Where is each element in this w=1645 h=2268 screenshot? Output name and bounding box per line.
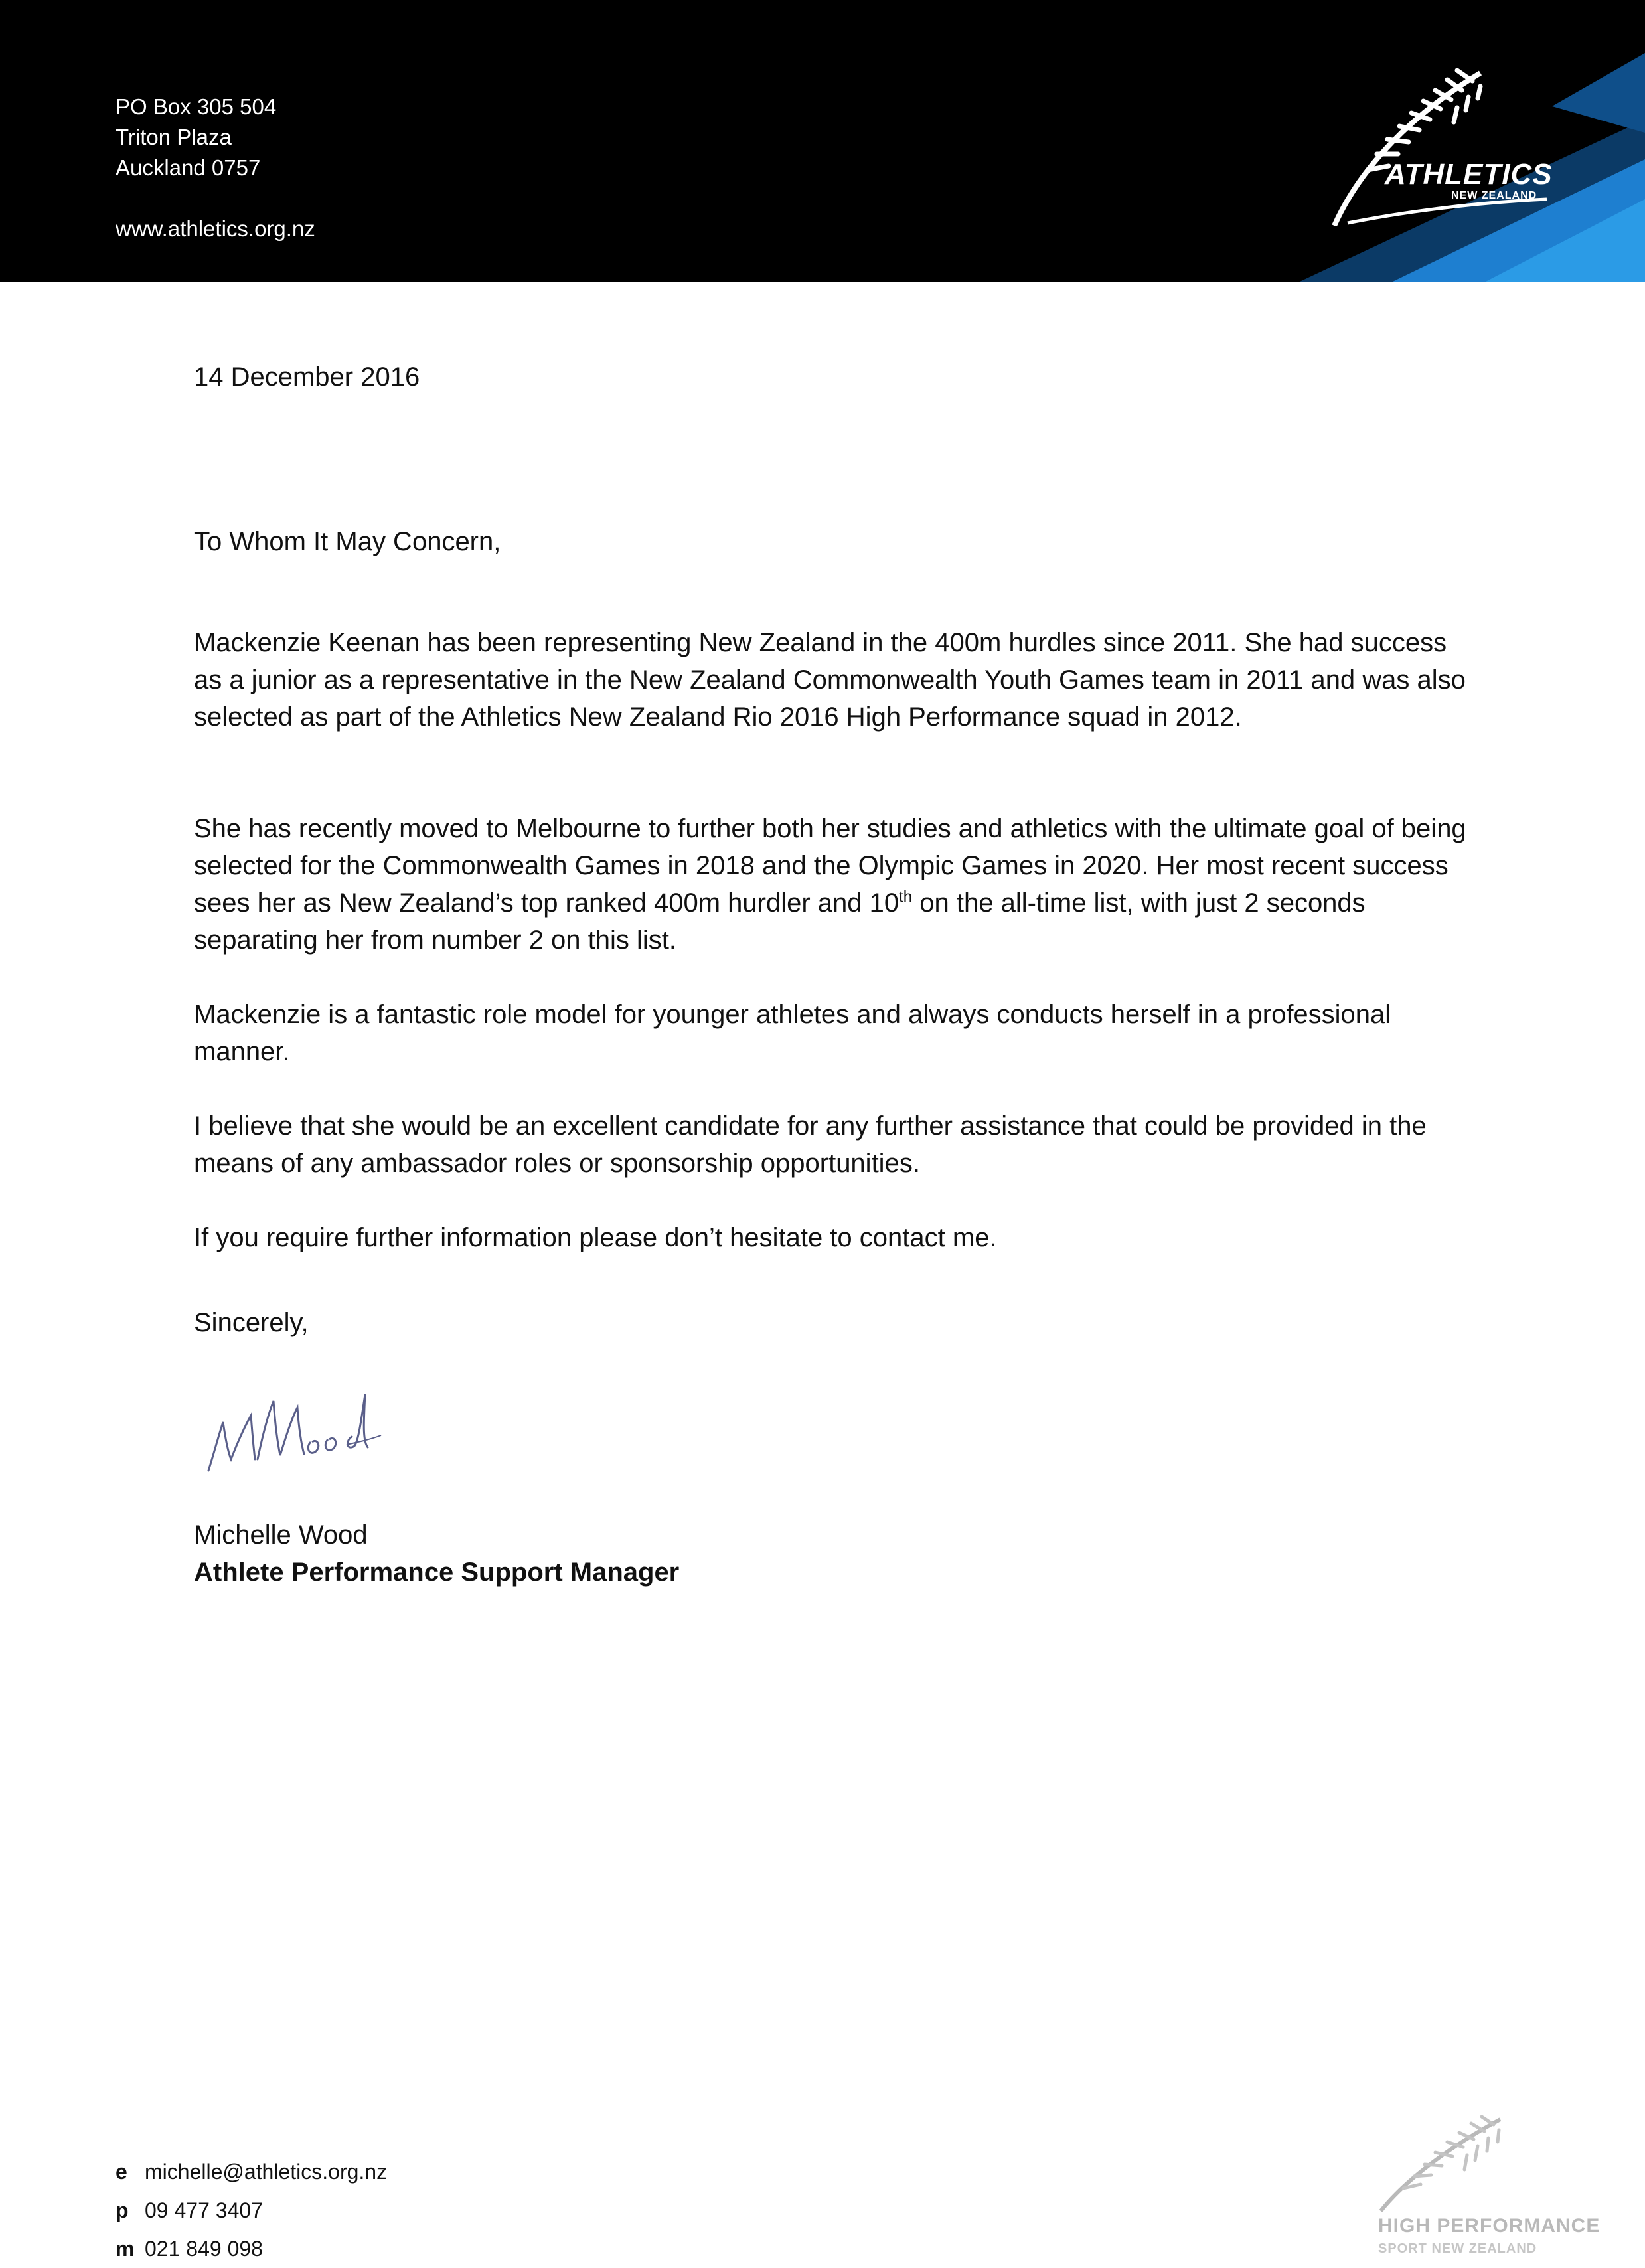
signer-name: Michelle Wood <box>194 1520 368 1550</box>
high-performance-logo <box>1368 2111 1601 2257</box>
paragraph-text: She has recently moved to Melbourne to further both her studies and athletics with the ultimate goal of being selected for the Commonwealth Games in 2018 and the Olympic Games in 2020. Her most recent success sees her as New Zealand’s top ranked 400m hurdler and 10 <box>194 814 1466 918</box>
address-line: Auckland 0757 <box>116 155 261 180</box>
ordinal-superscript: th <box>899 888 913 906</box>
phone-number: 09 477 3407 <box>145 2198 263 2222</box>
silver-fern-icon <box>1321 66 1553 226</box>
hp-logo-title: HIGH PERFORMANCE <box>1378 2215 1601 2237</box>
silver-fern-icon <box>1368 2111 1580 2218</box>
contact-label: e <box>116 2160 127 2184</box>
signer-title: Athlete Performance Support Manager <box>194 1558 680 1587</box>
body-paragraph <box>194 810 1468 959</box>
salutation: To Whom It May Concern, <box>194 527 501 556</box>
email-link[interactable]: michelle@athletics.org.nz <box>145 2160 388 2184</box>
return-address <box>116 92 315 244</box>
letter-date: 14 December 2016 <box>194 363 420 392</box>
contact-label: m <box>116 2237 135 2261</box>
address-line: PO Box 305 504 <box>116 94 277 119</box>
handwritten-signature <box>199 1381 385 1481</box>
contact-email-row <box>116 2152 387 2191</box>
hp-logo-subtitle: SPORT NEW ZEALAND <box>1378 2241 1537 2256</box>
contact-details <box>116 2152 387 2268</box>
paragraph-text: on the all-time list, with just 2 seconds separating her from number 2 on this list. <box>194 888 1366 955</box>
contact-phone-row <box>116 2191 387 2229</box>
mobile-number: 021 849 098 <box>145 2237 263 2261</box>
body-paragraph: Mackenzie is a fantastic role model for younger athletes and always conducts herself in a professional manner. <box>194 1000 1391 1066</box>
logo-subtitle: NEW ZEALAND <box>1451 190 1537 201</box>
athletics-nz-logo <box>1321 66 1553 226</box>
body-paragraph: Mackenzie Keenan has been representing New Zealand in the 400m hurdles since 2011. She had success as a junior as a representative in the New Zealand Commonwealth Youth Games team in 2011 and was also selected as part of the Athletics New Zealand Rio 2016 High Performance squad in 2012. <box>194 628 1466 732</box>
address-line: Triton Plaza <box>116 125 232 149</box>
logo-wordmark: ATHLETICS <box>1385 158 1553 191</box>
closing: Sincerely, <box>194 1308 309 1337</box>
contact-label: p <box>116 2198 129 2222</box>
website-link[interactable]: www.athletics.org.nz <box>116 216 315 241</box>
contact-mobile-row <box>116 2229 387 2268</box>
body-paragraph: I believe that she would be an excellent candidate for any further assistance that could be provided in the means of any ambassador roles or sponsorship opportunities. <box>194 1111 1427 1178</box>
letterhead-header <box>0 0 1645 282</box>
body-paragraph: If you require further information please don’t hesitate to contact me. <box>194 1223 997 1252</box>
